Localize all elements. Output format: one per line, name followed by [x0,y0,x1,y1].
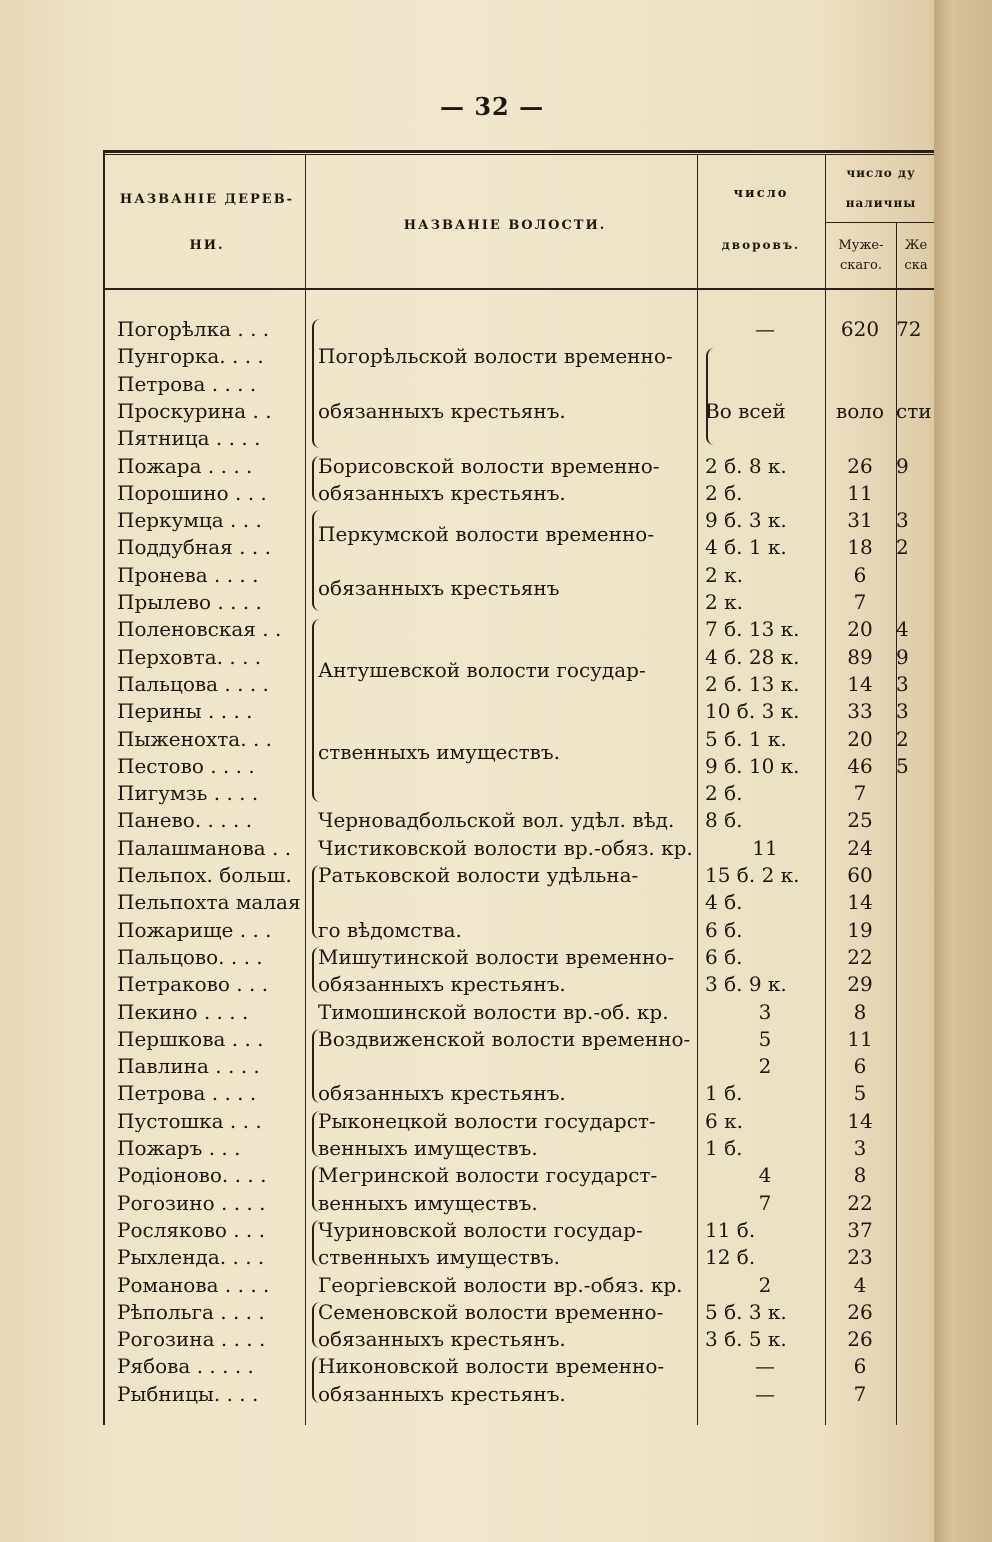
group-brace [312,1220,322,1267]
village-name: Рябова . . . . . [117,1354,254,1379]
male-count: воло [835,398,885,423]
header-female-2: ска [904,258,928,273]
village-name: Панево. . . . . [117,808,253,833]
group-brace [312,947,322,994]
volost-name: венныхъ имуществъ. [318,1136,538,1160]
volost-name: обязанныхъ крестьянъ. [318,1081,566,1106]
yards-count: 1 б. [705,1136,743,1160]
male-count: 4 [853,1272,867,1297]
male-count: 14 [847,671,873,696]
male-count: 26 [847,453,873,478]
male-count: 7 [853,1381,867,1406]
volost-name: Чистиковской волости вр.-обяз. кр. [318,835,693,860]
village-name: Пестово . . . . [117,753,255,778]
volost-name: Семеновской волости временно- [318,1299,664,1324]
volost-name: обязанныхъ крестьянъ. [318,480,566,505]
volost-name: го вѣдомства. [318,917,462,942]
yards-count: 5 [758,1026,772,1051]
male-count: 33 [847,699,873,724]
volost-name: обязанныхъ крестьянъ. [318,1381,566,1406]
male-count: 60 [847,863,873,887]
village-name: Пальцово. . . . [117,944,263,969]
yards-count: 7 б. 13 к. [705,617,800,642]
male-count: 8 [853,999,867,1024]
yards-count: 9 б. 3 к. [705,508,787,533]
yards-count: 5 б. 3 к. [705,1299,787,1324]
female-count: 3 [896,508,909,533]
village-name: Перины . . . . [117,699,253,724]
yards-count: 10 б. 3 к. [705,699,800,724]
yards-count: 5 б. 1 к. [705,726,787,751]
male-count: 18 [847,535,873,560]
male-count: 5 [853,1081,867,1106]
village-name: Прылево . . . . [117,590,262,614]
volost-name: Антушевской волости государ- [318,658,646,683]
yards-count: 6 к. [705,1108,743,1133]
male-count: 6 [853,1054,867,1079]
male-count: 20 [847,726,873,751]
village-name: Перховта. . . . [117,644,262,669]
col-divider-yards [825,154,826,1425]
volost-name: Мишутинской волости временно- [318,944,675,969]
male-count: 37 [847,1217,873,1242]
header-male: Муже- [838,238,884,253]
volost-name: Мегринской волости государст- [318,1163,658,1188]
page-edge [934,0,992,1542]
yards-count: 11 [752,835,778,860]
village-name: Пекино . . . . [117,999,249,1024]
volost-name: обязанныхъ крестьянъ. [318,972,566,997]
village-name: Рыхленда. . . . [117,1245,265,1270]
male-count: 89 [847,644,873,669]
yards-count: — [755,317,775,341]
male-count: 46 [847,753,873,778]
male-count: 19 [847,917,873,942]
yards-count: 2 [758,1272,772,1297]
header-village-2: НИ. [189,238,225,253]
yards-count: 4 б. 28 к. [705,644,800,669]
female-count: 4 [896,617,909,642]
yards-count: 2 б. 13 к. [705,671,800,696]
yards-count: 3 б. 5 к. [705,1327,787,1352]
group-brace [312,1302,322,1349]
yards-count: 4 б. [705,890,743,915]
village-name: Романова . . . . [117,1272,270,1297]
male-count: 26 [847,1299,873,1324]
volost-name: Ратьковской волости удѣльна- [318,863,639,887]
volost-name: Погорѣльской волости временно- [318,344,673,369]
group-brace [312,510,322,611]
header-yards: число [733,186,789,201]
header-village: НАЗВАНІЕ ДЕРЕВ- [119,192,295,207]
table-top-rule-thin [103,154,934,155]
male-count: 23 [847,1245,873,1270]
male-count: 31 [847,508,873,533]
table-header-rule [103,288,934,290]
male-count: 6 [853,1354,867,1379]
village-name: Поддубная . . . [117,535,271,560]
female-count: 9 [896,644,909,669]
volost-name: обязанныхъ крестьянъ. [318,1327,566,1352]
volost-name: Перкумской волости временно- [318,521,655,546]
village-name: Пожарище . . . [117,917,272,942]
female-count: 3 [896,671,909,696]
female-count: 72 [896,317,922,341]
col-divider-village [305,154,306,1425]
yards-count: 4 [758,1163,772,1188]
female-count: 3 [896,699,909,724]
yards-count: 2 б. [705,781,743,806]
village-name: Петрова . . . . [117,1081,257,1106]
yards-count: 2 [758,1054,772,1079]
village-name: Рыбницы. . . . [117,1381,259,1406]
volost-name: ственныхъ имуществъ. [318,740,560,765]
village-name: Погорѣлка . . . [117,317,270,341]
header-yards-2: дворовъ. [721,238,801,252]
header-volost: НАЗВАНІЕ ВОЛОСТИ. [403,218,607,233]
yards-group-brace [706,348,716,445]
male-count: 14 [847,1108,873,1133]
yards-count: 15 б. 2 к. [705,863,800,887]
table-left-border [103,150,105,1425]
village-name: Пельпох. больш. [117,863,292,887]
volost-name: обязанныхъ крестьянъ. [318,398,566,423]
volost-name: Никоновской волости временно- [318,1354,665,1379]
male-count: 14 [847,890,873,915]
volost-name: Воздвиженской волости временно- [318,1026,691,1051]
village-name: Пигумзь . . . . [117,781,259,806]
male-count: 7 [853,781,867,806]
yards-count: 2 к. [705,562,743,587]
volost-name: Борисовской волости временно- [318,453,660,478]
yards-count: 11 б. [705,1217,756,1242]
col-divider-volost [697,154,698,1425]
group-brace [312,1356,322,1403]
table-top-rule [103,150,934,153]
female-count: 2 [896,535,909,560]
yards-count: 12 б. [705,1245,756,1270]
male-count: 8 [853,1163,867,1188]
village-name: Рогозино . . . . [117,1190,266,1215]
male-count: 25 [847,808,873,833]
female-count: 9 [896,453,909,478]
village-name: Пыженохта. . . [117,726,273,751]
village-name: Пельпохта малая [117,890,301,915]
group-brace [312,865,322,939]
female-count: 2 [896,726,909,751]
group-brace [312,1111,322,1158]
village-name: Пунгорка. . . . [117,344,264,369]
volost-name: венныхъ имуществъ. [318,1190,538,1215]
village-name: Пожара . . . . [117,453,253,478]
village-name: Палашманова . . [117,835,292,860]
yards-count: 1 б. [705,1081,743,1106]
yards-count: 9 б. 10 к. [705,753,800,778]
yards-count: 3 б. 9 к. [705,972,787,997]
yards-count: — [755,1354,775,1379]
village-name: Перкумца . . . [117,508,262,533]
village-name: Пустошка . . . [117,1108,262,1133]
group-brace [312,1165,322,1212]
yards-count: Во всей [705,398,786,423]
yards-count: 8 б. [705,808,743,833]
yards-count: 6 б. [705,917,743,942]
female-count: 5 [896,753,909,778]
male-count: 7 [853,590,867,614]
village-name: Рогозина . . . . [117,1327,266,1352]
female-count: сти [896,398,932,423]
male-count: 29 [847,972,873,997]
village-name: Пятница . . . . [117,426,261,451]
village-name: Пожаръ . . . [117,1136,241,1160]
male-count: 22 [847,944,873,969]
village-name: Родіоново. . . . [117,1163,267,1188]
page-number: — 32 — [440,92,545,121]
volost-name: ственныхъ имуществъ. [318,1245,560,1270]
group-brace [312,619,322,802]
header-female: Же [904,238,928,253]
volost-name: Черновадбольской вол. удѣл. вѣд. [318,808,675,833]
male-count: 20 [847,617,873,642]
village-name: Рѣпольга . . . . [117,1299,265,1324]
village-name: Росляково . . . [117,1217,266,1242]
group-brace [312,319,322,448]
yards-count: 2 б. 8 к. [705,453,787,478]
male-count: 22 [847,1190,873,1215]
village-name: Проскурина . . [117,398,272,423]
village-name: Пальцова . . . . [117,671,269,696]
volost-name: Рыконецкой волости государст- [318,1108,656,1133]
village-name: Поленовская . . [117,617,282,642]
souls-subheader-rule [825,222,934,223]
yards-count: 3 [758,999,772,1024]
yards-count: 4 б. 1 к. [705,535,787,560]
village-name: Петрова . . . . [117,371,257,396]
village-name: Петраково . . . [117,972,269,997]
male-count: 11 [847,1026,873,1051]
yards-count: 6 б. [705,944,743,969]
header-male-2: скаго. [840,258,882,273]
village-name: Порошино . . . [117,480,267,505]
male-count: 24 [847,835,873,860]
header-souls: число ду [846,166,916,180]
village-name: Павлина . . . . [117,1054,260,1079]
volost-name: Тимошинской волости вр.-об. кр. [318,999,669,1024]
volost-name: обязанныхъ крестьянъ [318,576,560,601]
village-name: Пронева . . . . [117,562,259,587]
male-count: 3 [853,1136,867,1160]
volost-name: Чуриновской волости государ- [318,1217,643,1242]
yards-count: — [755,1381,775,1406]
male-count: 6 [853,562,867,587]
male-count: 11 [847,480,873,505]
group-brace [312,456,322,503]
yards-count: 2 б. [705,480,743,505]
male-count: 26 [847,1327,873,1352]
male-count: 620 [840,317,880,341]
volost-name: Георгіевской волости вр.-обяз. кр. [318,1272,683,1297]
yards-count: 2 к. [705,590,743,614]
header-souls-2: наличны [845,196,917,210]
village-name: Першкова . . . [117,1026,264,1051]
yards-count: 7 [758,1190,772,1215]
group-brace [312,1029,322,1103]
